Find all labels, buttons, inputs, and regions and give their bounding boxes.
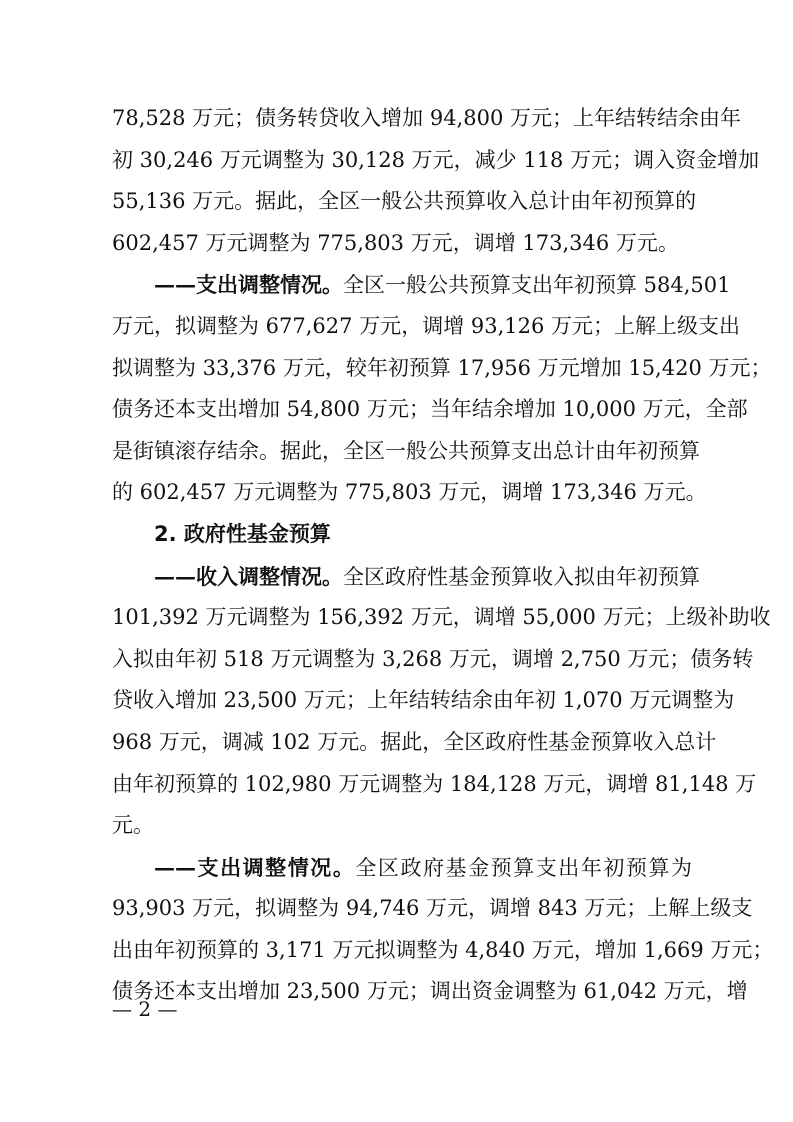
text-line: 万元，拟调整为 677,627 万元，调增 93,126 万元；上解上级支出 <box>112 313 741 338</box>
paragraph-first-line <box>112 847 692 889</box>
paragraph-text: 全区政府性基金预算收入拟由年初预算 <box>343 564 700 589</box>
text-line: 出由年初预算的 3,171 万元拟调整为 4,840 万元，增加 1,669 万元； <box>112 937 774 962</box>
text-line: 93,903 万元，拟调整为 94,746 万元，调增 843 万元；上解上级支 <box>112 896 753 921</box>
text-line: 968 万元，调减 102 万元。据此，全区政府性基金预算收入总计 <box>112 729 717 754</box>
text-line: 78,528 万元；债务转贷收入增加 94,800 万元；上年结转结余由年 <box>112 106 741 130</box>
paragraph-first-line <box>112 556 700 598</box>
text-line: 入拟由年初 518 万元调整为 3,268 万元，调增 2,750 万元；债务转 <box>112 646 754 671</box>
text-line: 元。 <box>112 813 154 838</box>
section-heading: 2. 政府性基金预算 <box>154 521 331 546</box>
paragraph-first-line <box>112 264 731 306</box>
text-line: 初 30,246 万元调整为 30,128 万元，减少 118 万元；调入资金增加 <box>112 147 760 172</box>
paragraph-text: 全区政府基金预算支出年初预算为 <box>355 855 693 880</box>
text-line: 债务还本支出增加 23,500 万元；调出资金调整为 61,042 万元，增 <box>112 979 748 1004</box>
text-line: 101,392 万元调整为 156,392 万元，调增 55,000 万元；上级补助收 <box>112 605 771 630</box>
paragraph-lead: ——支出调整情况。 <box>154 272 343 298</box>
text-line: 的 602,457 万元调整为 775,803 万元，调增 173,346 万元。 <box>112 480 707 505</box>
paragraph-lead: ——支出调整情况。 <box>154 854 356 880</box>
text-line: 债务还本支出增加 54,800 万元；当年结余增加 10,000 万元，全部 <box>112 397 748 422</box>
text-line: 贷收入增加 23,500 万元；上年结转结余由年初 1,070 万元调整为 <box>112 688 735 713</box>
text-line: 由年初预算的 102,980 万元调整为 184,128 万元，调增 81,148 万 <box>112 771 757 796</box>
text-line: 55,136 万元。据此，全区一般公共预算收入总计由年初预算的 <box>112 189 697 214</box>
document-body <box>112 98 774 1013</box>
paragraph-text: 全区一般公共预算支出年初预算 584,501 <box>343 273 731 298</box>
paragraph-lead: ——收入调整情况。 <box>154 563 343 589</box>
text-line: 是街镇滚存结余。据此，全区一般公共预算支出总计由年初预算 <box>112 438 700 463</box>
text-line: 拟调整为 33,376 万元，较年初预算 17,956 万元增加 15,420 万元； <box>112 355 772 380</box>
page-number: — 2 — <box>112 997 178 1021</box>
text-line: 602,457 万元调整为 775,803 万元，调增 173,346 万元。 <box>112 230 679 255</box>
